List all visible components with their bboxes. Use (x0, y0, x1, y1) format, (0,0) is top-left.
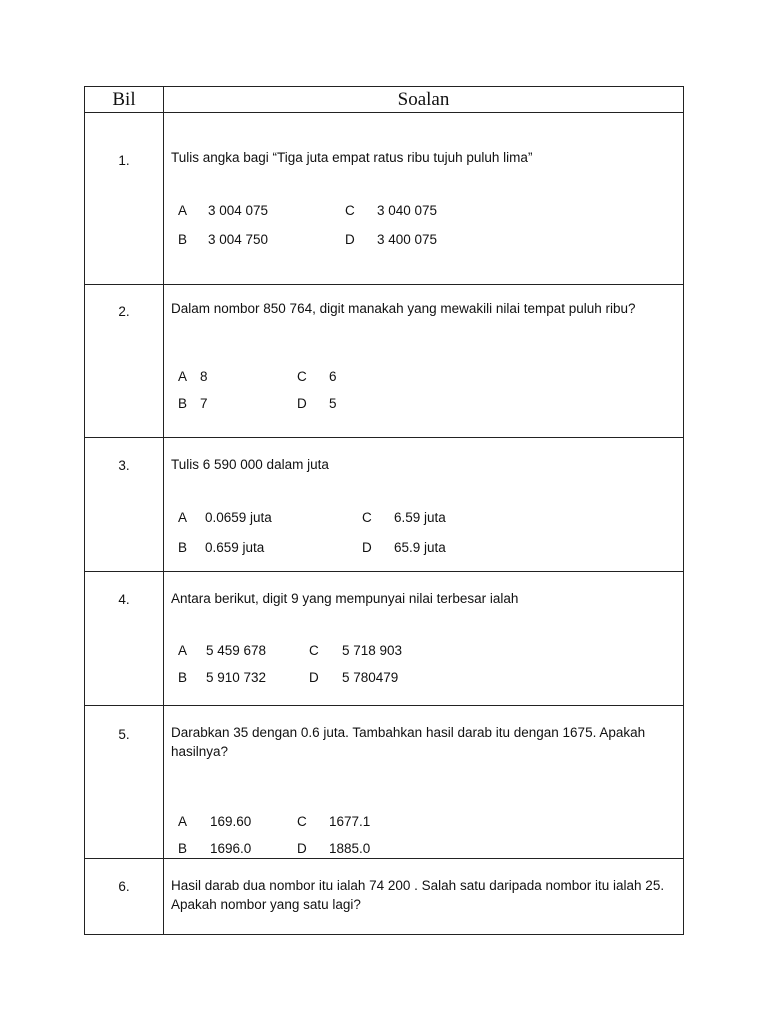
question-cell (164, 113, 684, 285)
option-letter: B (178, 396, 188, 411)
question-number: 6. (118, 879, 130, 894)
option-letter: D (297, 841, 307, 856)
option-letter: B (178, 841, 188, 856)
option-letter: B (178, 670, 188, 685)
question-cell (164, 706, 684, 859)
question-number: 1. (118, 153, 130, 168)
option-value: 6 (329, 369, 337, 384)
option-letter: D (309, 670, 319, 685)
option-letter: C (362, 510, 372, 525)
header-bil: Bil (85, 87, 164, 113)
option-value: 7 (200, 396, 208, 411)
question-cell (164, 285, 684, 438)
option-letter: A (178, 814, 188, 829)
question-text: Dalam nombor 850 764, digit manakah yang mewakili nilai tempat puluh ribu? (171, 301, 636, 316)
option-value: 3 004 750 (208, 232, 269, 247)
question-cell (164, 438, 684, 572)
question-number: 5. (118, 727, 130, 742)
question-row (85, 572, 684, 706)
question-row (85, 113, 684, 285)
option-value: 3 400 075 (377, 232, 438, 247)
question-text: Tulis 6 590 000 dalam juta (171, 457, 329, 472)
option-letter: A (178, 203, 188, 218)
header-row (85, 87, 684, 113)
question-number-cell (85, 113, 164, 285)
question-cell (164, 572, 684, 706)
option-value: 8 (200, 369, 208, 384)
option-value: 3 004 075 (208, 203, 269, 218)
question-number-cell (85, 706, 164, 859)
option-letter: B (178, 540, 188, 555)
option-value: 65.9 juta (394, 540, 446, 555)
question-number-cell (85, 285, 164, 438)
option-letter: A (178, 643, 188, 658)
question-text: Antara berikut, digit 9 yang mempunyai nilai terbesar ialah (171, 591, 519, 606)
option-letter: B (178, 232, 188, 247)
option-value: 0.0659 juta (205, 510, 272, 525)
option-value: 5 780479 (342, 670, 399, 685)
option-value: 169.60 (210, 814, 252, 829)
option-letter: D (297, 396, 307, 411)
option-letter: D (362, 540, 372, 555)
question-number: 2. (118, 304, 130, 319)
question-number-cell (85, 572, 164, 706)
option-letter: C (297, 814, 307, 829)
question-row (85, 285, 684, 438)
question-number-cell (85, 438, 164, 572)
option-value: 1696.0 (210, 841, 252, 856)
question-number: 4. (118, 592, 130, 607)
option-letter: C (309, 643, 319, 658)
option-value: 5 910 732 (206, 670, 267, 685)
option-value: 5 718 903 (342, 643, 403, 658)
question-number-cell (85, 859, 164, 935)
option-value: 6.59 juta (394, 510, 446, 525)
question-number: 3. (118, 458, 130, 473)
question-text: Darabkan 35 dengan 0.6 juta. Tambahkan hasil darab itu dengan 1675. Apakah hasilnya? (171, 725, 646, 759)
header-soalan: Soalan (164, 87, 684, 113)
question-row (85, 438, 684, 572)
option-letter: A (178, 510, 188, 525)
question-text: Hasil darab dua nombor itu ialah 74 200 . Salah satu daripada nombor itu ialah 25. Apakah nombor yang satu lagi? (171, 878, 665, 912)
option-value: 1677.1 (329, 814, 371, 829)
question-row (85, 706, 684, 859)
option-letter: C (297, 369, 307, 384)
option-value: 3 040 075 (377, 203, 438, 218)
option-letter: D (345, 232, 355, 247)
option-value: 5 459 678 (206, 643, 267, 658)
option-value: 5 (329, 396, 337, 411)
option-value: 1885.0 (329, 841, 371, 856)
question-table (84, 86, 684, 935)
question-row (85, 859, 684, 935)
question-cell (164, 859, 684, 935)
question-text: Tulis angka bagi “Tiga juta empat ratus ribu tujuh puluh lima” (171, 150, 533, 165)
option-value: 0.659 juta (205, 540, 265, 555)
option-letter: C (345, 203, 355, 218)
option-letter: A (178, 369, 188, 384)
